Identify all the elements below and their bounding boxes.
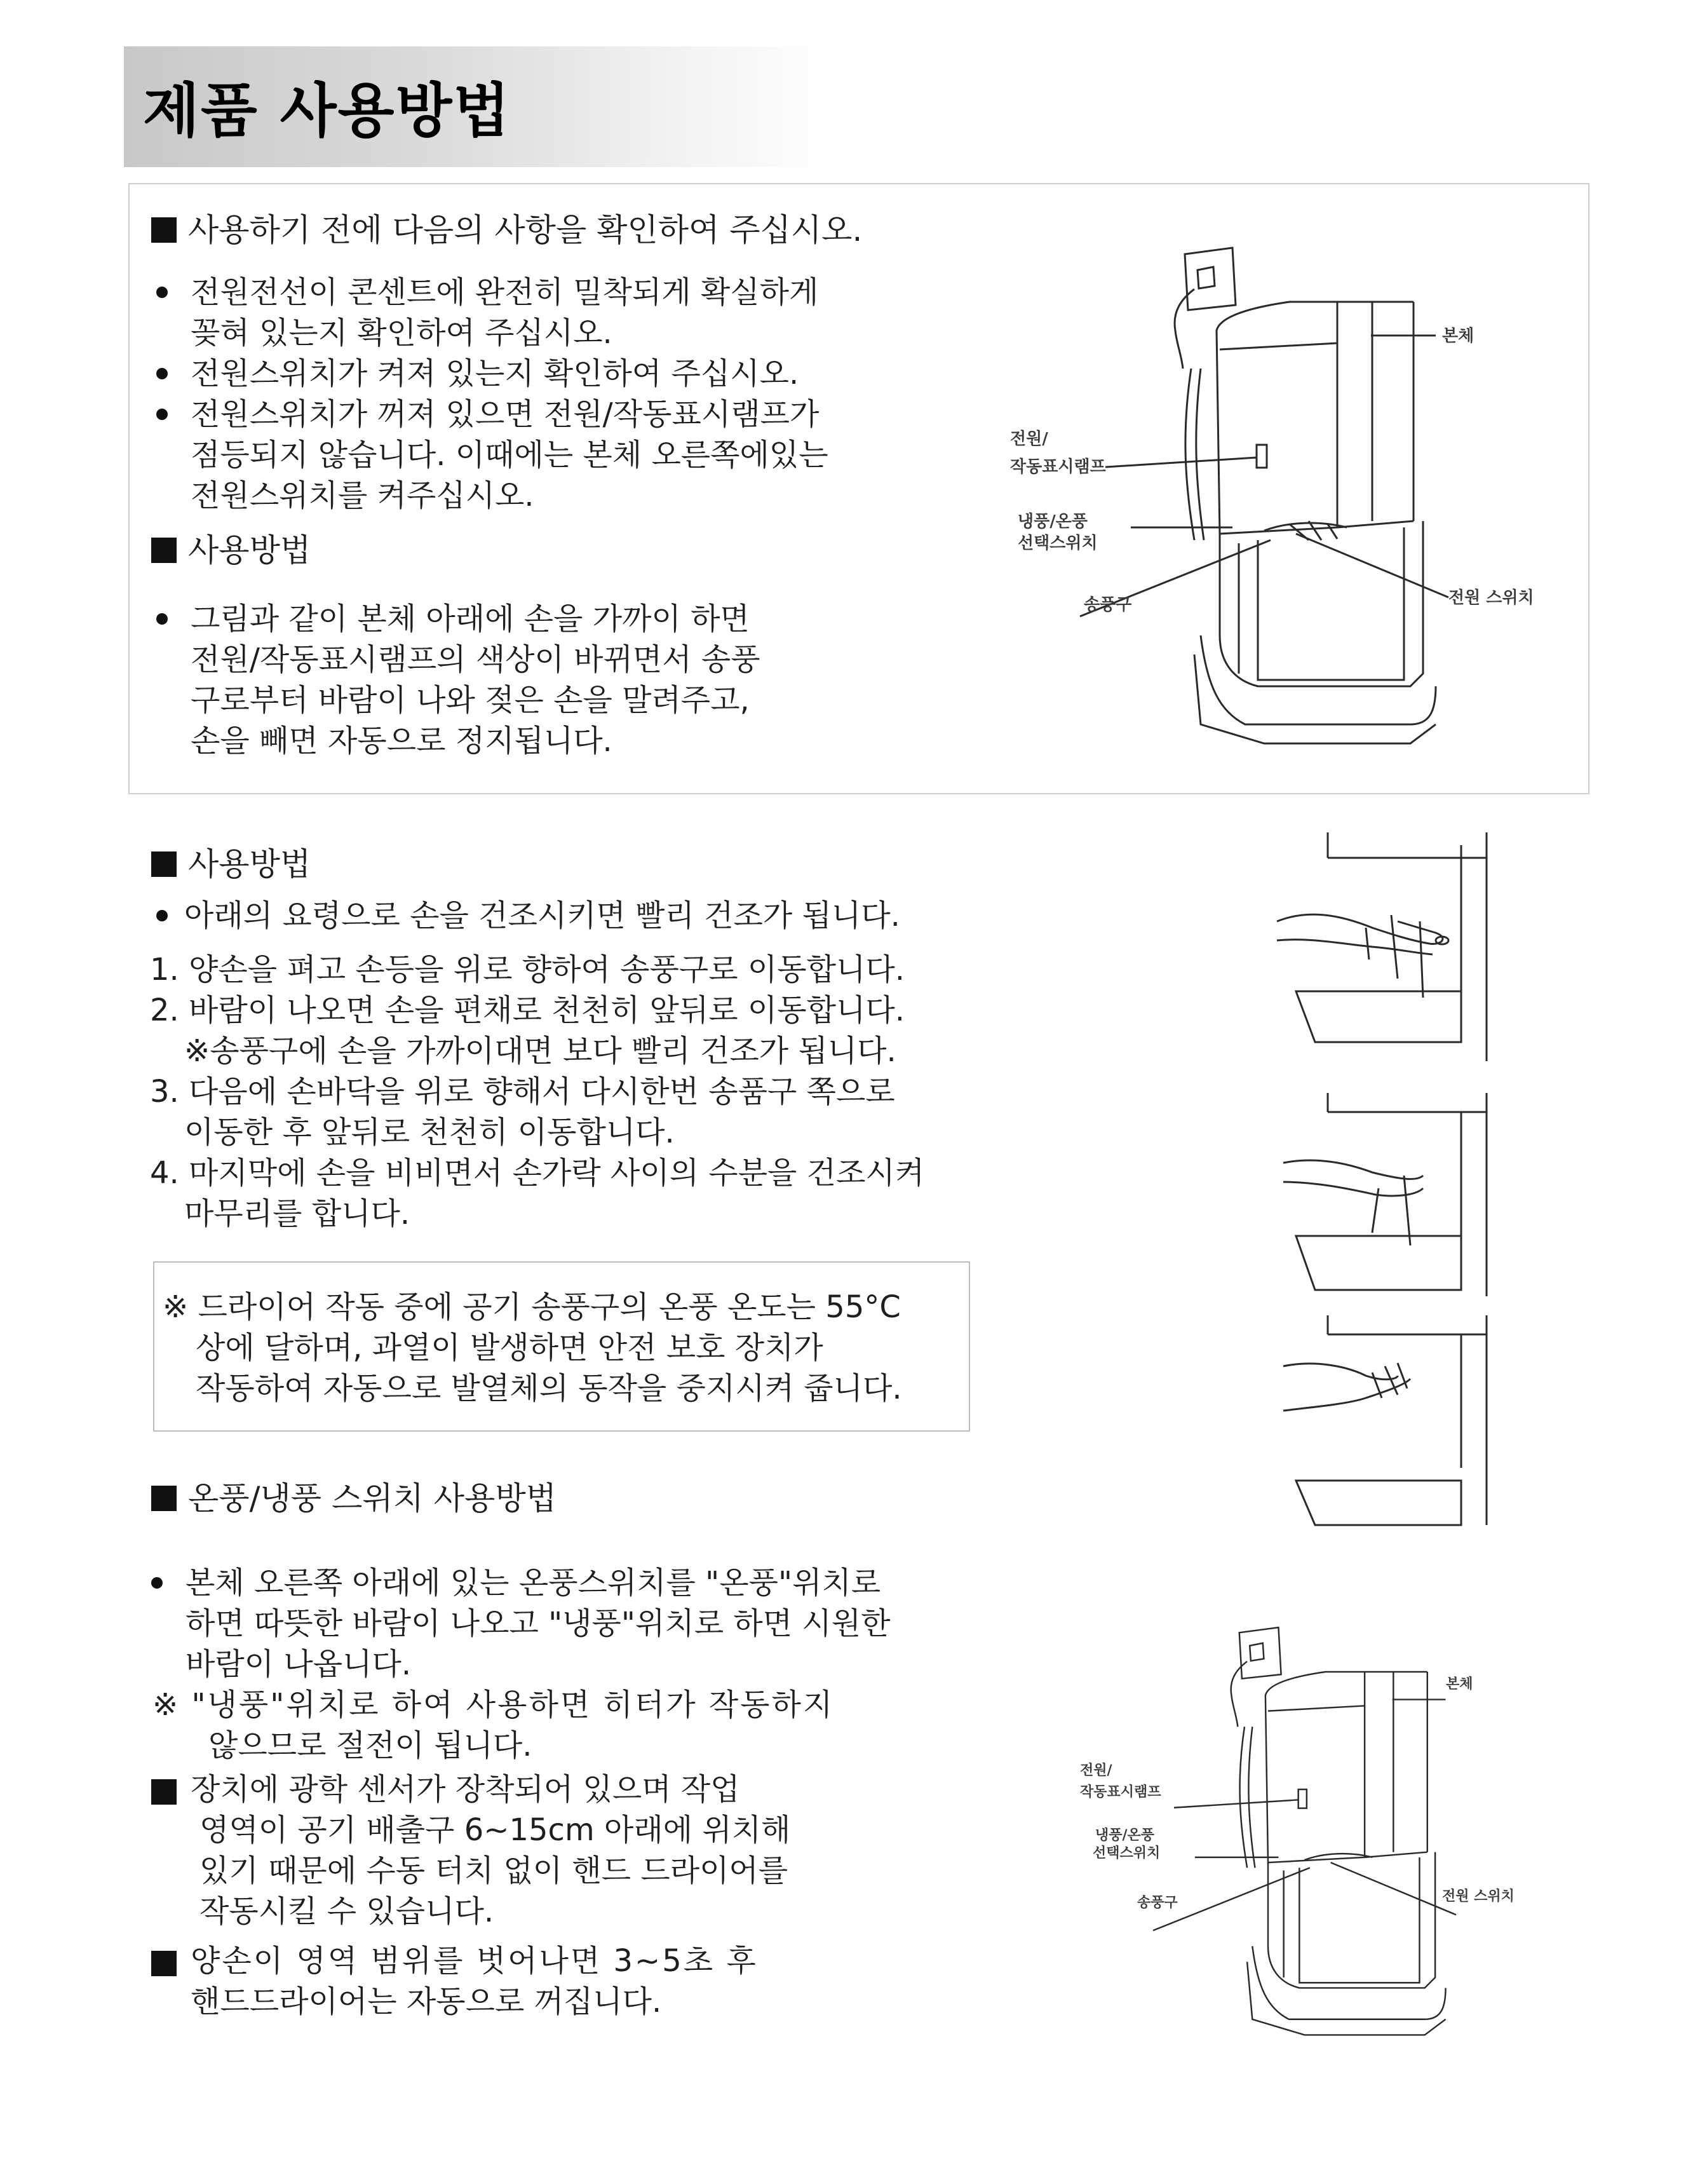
label-selector-2-line2: 선택스위치 [1093, 1845, 1161, 1861]
list-item: 점등되지 않습니다. 이때에는 본체 오른쪽에있는 [191, 437, 828, 473]
usage-steps [150, 949, 924, 1234]
pre-use-heading: 사용하기 전에 다음의 사항을 확인하여 주십시오. [151, 205, 862, 250]
overheat-note: ※ 드라이어 작동 중에 공기 송풍구의 온풍 온도는 55°C 상에 달하며, 과열이 발생하면 안전 보호 장치가 작동하여 자동으로 발열체의 동작을 중지시켜 줍니다. [163, 1289, 902, 1406]
list-item: 3. 다음에 손바닥을 위로 향해서 다시한번 송품구 쪽으로 [150, 1074, 895, 1109]
sensor-text: 장치에 광학 센서가 장착되어 있으며 작업 영역이 공기 배출구 6~15cm 아래에 위치해 있기 때문에 수동 터치 없이 핸드 드라이어를 작동시킬 수 있습니다. [191, 1772, 791, 1929]
list-item: 4. 마지막에 손을 비비면서 손가락 사이의 수분을 건조시켜 [150, 1155, 925, 1191]
page-title: 제품 사용방법 [143, 77, 511, 145]
pre-use-bullet-list [191, 272, 828, 516]
square-bullet-icon [151, 538, 177, 563]
round-bullet-icon [156, 409, 168, 420]
list-item: 1. 양손을 펴고 손등을 위로 향하여 송풍구로 이동합니다. [150, 952, 905, 987]
label-outlet: 송풍구 [1084, 595, 1132, 614]
switch-bullet-text: 본체 오른쪽 아래에 있는 온풍스위치를 "온풍"위치로 하면 따뜻한 바람이 나오고 "냉풍"위치로 하면 시원한 바람이 나옵니다. [186, 1565, 891, 1682]
usage-heading-1: 사용방법 [151, 525, 311, 571]
list-item: 2. 바람이 나오면 손을 편채로 천천히 앞뒤로 이동합니다. [150, 993, 905, 1028]
title-bar [124, 46, 839, 167]
round-bullet-icon [156, 368, 168, 379]
hand-dryer-diagram [991, 241, 1563, 763]
square-bullet-icon [151, 217, 177, 243]
label-body: 본체 [1442, 327, 1474, 346]
usage-heading-2: 사용방법 [151, 839, 311, 885]
list-item: 이동한 후 앞뒤로 천천히 이동합니다. [184, 1115, 675, 1150]
square-bullet-icon [151, 851, 177, 877]
label-selector-line2: 선택스위치 [1018, 534, 1098, 553]
list-item: 전원스위치를 켜주십시오. [191, 478, 534, 513]
list-item: ※송풍구에 손을 가까이대면 보다 빨리 건조가 됩니다. [184, 1033, 896, 1069]
label-selector-2-line1: 냉풍/온풍 [1095, 1828, 1155, 1843]
label-outlet-2: 송풍구 [1137, 1895, 1178, 1911]
switch-note: ※ "냉풍"위치로 하여 사용하면 히터가 작동하지 않으므로 절전이 됩니다. [152, 1687, 835, 1763]
label-power-switch-2: 전원 스위치 [1442, 1889, 1515, 1904]
label-lamp-line1: 전원/ [1010, 430, 1048, 449]
label-power-switch: 전원 스위치 [1448, 588, 1534, 607]
label-body-2: 본체 [1446, 1676, 1473, 1692]
list-item: 전원스위치가 켜져 있는지 확인하여 주십시오. [191, 356, 799, 391]
label-lamp-2-line1: 전원/ [1080, 1763, 1112, 1779]
auto-off-text: 양손이 영역 범위를 벗어나면 3~5초 후 핸드드라이어는 자동으로 꺼집니다. [191, 1943, 758, 2019]
switch-heading: 온풍/냉풍 스위치 사용방법 [151, 1473, 557, 1519]
hand-drying-illustration-1 [1271, 832, 1499, 1061]
round-bullet-icon [156, 613, 168, 625]
label-lamp-line2: 작동표시램프 [1010, 458, 1106, 477]
square-bullet-icon [151, 1486, 177, 1511]
round-bullet-icon [151, 1577, 163, 1589]
list-item: 마무리를 합니다. [184, 1196, 410, 1231]
list-item: 전원전선이 콘센트에 완전히 밀착되게 확실하게 [191, 275, 819, 310]
round-bullet-icon [156, 287, 168, 298]
usage-bullet-text: 그림과 같이 본체 아래에 손을 가까이 하면 전원/작동표시램프의 색상이 바뀌면서 송풍 구로부터 바람이 나와 젖은 손을 말려주고, 손을 빼면 자동으로 정지됩니다. [191, 601, 760, 759]
list-item: 전원스위치가 꺼져 있으면 전원/작동표시램프가 [191, 397, 820, 432]
list-item: 꽂혀 있는지 확인하여 주십시오. [191, 315, 612, 351]
hand-drying-illustration-3 [1271, 1315, 1499, 1531]
round-bullet-icon [156, 910, 168, 921]
hand-drying-illustration-2 [1271, 1093, 1499, 1303]
square-bullet-icon [151, 1779, 188, 1805]
usage-intro: 아래의 요령으로 손을 건조시키면 빨리 건조가 됩니다. [184, 898, 900, 933]
label-lamp-2-line2: 작동표시램프 [1080, 1784, 1161, 1800]
square-bullet-icon [151, 1951, 188, 1977]
label-selector-line1: 냉풍/온풍 [1018, 512, 1088, 531]
